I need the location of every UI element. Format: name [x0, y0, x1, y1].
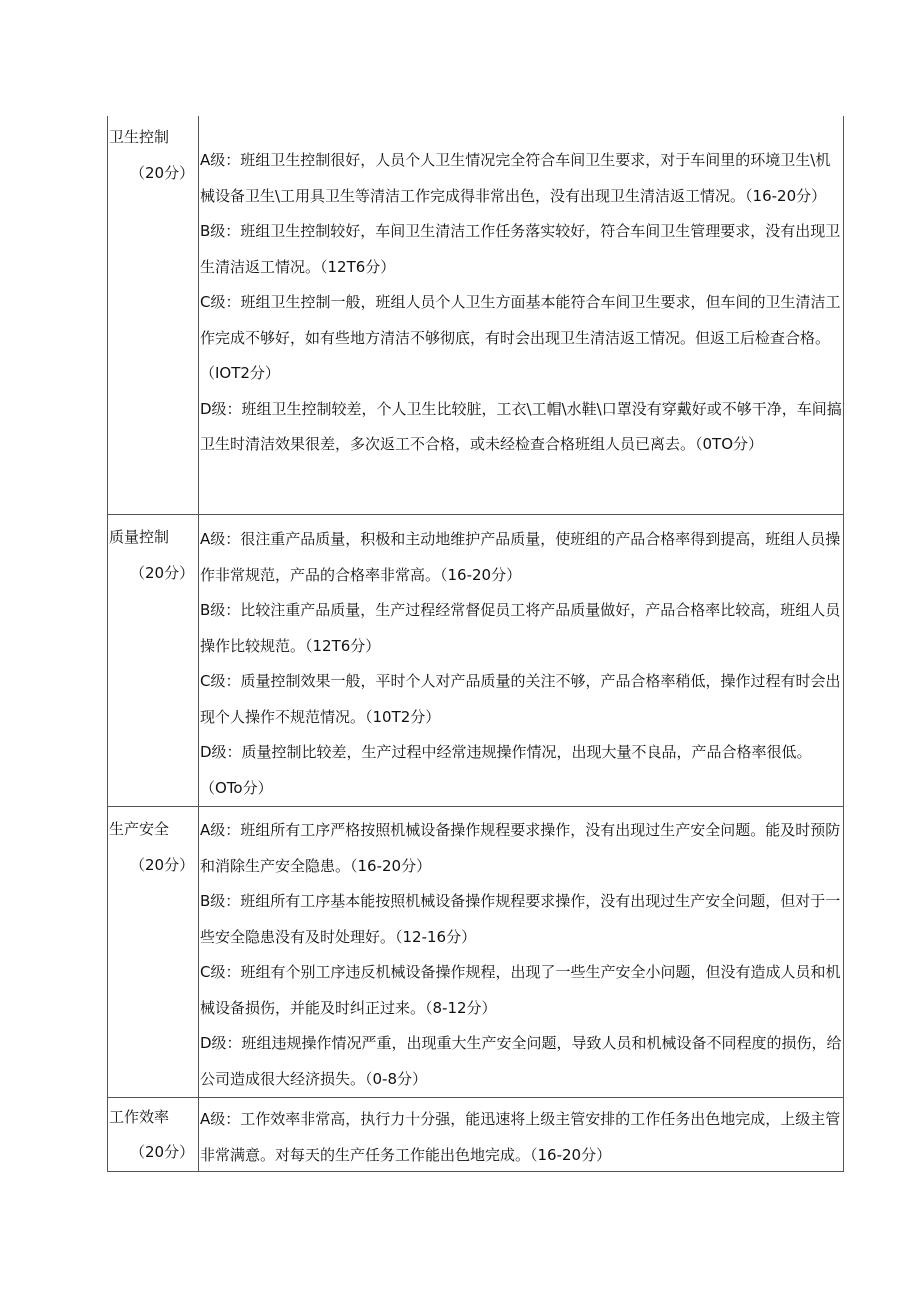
section-title-safety: 生产安全 [109, 820, 170, 838]
grade-b-text: B级：班组卫生控制较好，车间卫生清洁工作任务落实较好，符合车间卫生管理要求，没有出现卫生清洁返工情况。（12T6分） [200, 222, 841, 276]
grade-d-text: D级：质量控制比较差，生产过程中经常违规操作情况，出现大量不良品，产品合格率很低。（OTo分） [200, 743, 812, 797]
section-title-hygiene: 卫生控制 [109, 128, 170, 146]
grade-c-text: C级：班组有个别工序违反机械设备操作规程，出现了一些生产安全小问题，但没有造成人员和机械设备损伤，并能及时纠正过来。（8-12分） [200, 963, 841, 1017]
section-title-efficiency: 工作效率 [109, 1108, 170, 1126]
row-divider [107, 1097, 844, 1098]
grade-a-text: A级：班组卫生控制很好，人员个人卫生情况完全符合车间卫生要求，对于车间里的环境卫生\机械设备卫生\工用具卫生等清洁工作完成得非常出色，没有出现卫生清洁返工情况。（16-20分） [200, 151, 831, 205]
grade-b-text: B级：班组所有工序基本能按照机械设备操作规程要求操作，没有出现过生产安全问题，但对于一些安全隐患没有及时处理好。（12-16分） [200, 892, 841, 946]
section-score-efficiency: （20分） [130, 1143, 195, 1161]
section-content-safety [200, 813, 842, 1097]
table-left-border [107, 116, 108, 1172]
grade-a-text: A级：班组所有工序严格按照机械设备操作规程要求操作，没有出现过生产安全问题。能及时预防和消除生产安全隐患。（16-20分） [200, 821, 841, 875]
section-score-safety: （20分） [130, 856, 195, 874]
section-content-efficiency [200, 1102, 842, 1173]
section-title-quality: 质量控制 [109, 528, 170, 546]
table-right-border [843, 116, 844, 1172]
row-divider [107, 806, 844, 807]
table-column-divider [198, 116, 199, 1172]
section-score-hygiene: （20分） [130, 164, 195, 182]
section-content-quality [200, 522, 842, 806]
grade-a-text: A级：很注重产品质量，积极和主动地维护产品质量，使班组的产品合格率得到提高，班组人员操作非常规范，产品的合格率非常高。（16-20分） [200, 530, 841, 584]
section-content-hygiene [200, 143, 842, 463]
grade-b-text: B级：比较注重产品质量，生产过程经常督促员工将产品质量做好，产品合格率比较高，班组人员操作比较规范。（12T6分） [200, 601, 841, 655]
section-score-quality: （20分） [130, 564, 195, 582]
grade-a-text: A级：工作效率非常高，执行力十分强，能迅速将上级主管安排的工作任务出色地完成，上级主管非常满意。对每天的生产任务工作能出色地完成。（16-20分） [200, 1110, 841, 1164]
grade-d-text: D级：班组违规操作情况严重，出现重大生产安全问题，导致人员和机械设备不同程度的损伤，给公司造成很大经济损失。（0-8分） [200, 1034, 842, 1088]
grade-c-text: C级：质量控制效果一般，平时个人对产品质量的关注不够，产品合格率稍低，操作过程有时会出现个人操作不规范情况。（10T2分） [200, 672, 841, 726]
row-divider [107, 514, 844, 515]
grade-c-text: C级：班组卫生控制一般，班组人员个人卫生方面基本能符合车间卫生要求，但车间的卫生清洁工作完成不够好，如有些地方清洁不够彻底，有时会出现卫生清洁返工情况。但返工后检查合格。（IOT2分） [200, 293, 841, 382]
grade-d-text: D级：班组卫生控制较差，个人卫生比较脏，工衣\工帽\水鞋\口罩没有穿戴好或不够干净，车间搞卫生时清洁效果很差，多次返工不合格，或未经检查合格班组人员已离去。（0TO分） [200, 399, 842, 453]
